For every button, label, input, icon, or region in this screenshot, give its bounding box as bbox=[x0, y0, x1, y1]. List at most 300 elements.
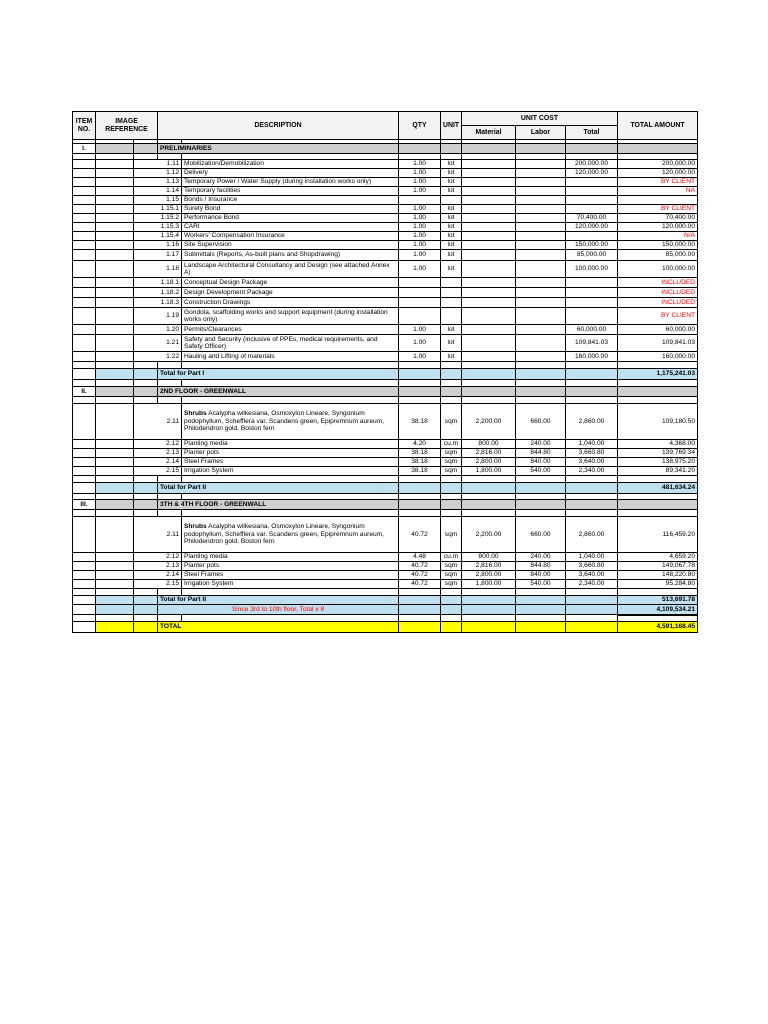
line-item-number: 1.12 bbox=[134, 169, 182, 178]
spacer-row bbox=[73, 615, 698, 622]
empty-cell bbox=[441, 387, 462, 397]
line-item-unit-total: 1,040.00 bbox=[566, 553, 618, 562]
empty-cell bbox=[462, 589, 516, 596]
empty-cell bbox=[96, 596, 134, 605]
line-item-material bbox=[462, 335, 516, 352]
line-item-unit-total: 60,000.00 bbox=[566, 325, 618, 335]
empty-cell bbox=[462, 387, 516, 397]
line-item-material bbox=[462, 261, 516, 278]
empty-cell bbox=[96, 517, 134, 553]
line-item-qty: 40.72 bbox=[399, 571, 441, 580]
part-total-value: 481,634.24 bbox=[618, 483, 698, 494]
line-item-unit-total bbox=[566, 205, 618, 214]
line-item-qty: 1.00 bbox=[399, 261, 441, 278]
line-item-row bbox=[73, 223, 698, 232]
line-item-number: 1.15.2 bbox=[134, 214, 182, 223]
line-item-description: Delivery bbox=[182, 169, 399, 178]
empty-cell bbox=[134, 605, 158, 615]
line-item-unit: lot bbox=[441, 261, 462, 278]
line-item-qty: 38.18 bbox=[399, 467, 441, 476]
part-total-row bbox=[73, 369, 698, 380]
line-item-description: Planter pots bbox=[182, 562, 399, 571]
empty-cell bbox=[462, 380, 516, 387]
empty-cell bbox=[516, 369, 566, 380]
line-item-unit: lot bbox=[441, 187, 462, 196]
line-item-unit-total: 3,640.00 bbox=[566, 458, 618, 467]
header-description: DESCRIPTION bbox=[158, 112, 399, 140]
empty-cell bbox=[516, 483, 566, 494]
line-item-qty: 1.00 bbox=[399, 250, 441, 261]
line-item-unit-total: 100,000.00 bbox=[566, 261, 618, 278]
line-item-labor: 844.80 bbox=[516, 562, 566, 571]
empty-cell bbox=[566, 369, 618, 380]
line-item-qty: 1.00 bbox=[399, 160, 441, 169]
empty-cell bbox=[96, 298, 134, 308]
empty-cell bbox=[73, 250, 96, 261]
empty-cell bbox=[96, 467, 134, 476]
line-item-amount: N/A bbox=[618, 232, 698, 241]
line-item-unit: lot bbox=[441, 241, 462, 250]
line-item-unit: lot bbox=[441, 214, 462, 223]
line-item-description: Planting media bbox=[182, 440, 399, 449]
empty-cell bbox=[73, 335, 96, 352]
empty-cell bbox=[73, 223, 96, 232]
line-item-qty: 40.72 bbox=[399, 517, 441, 553]
empty-cell bbox=[96, 352, 134, 362]
empty-cell bbox=[618, 380, 698, 387]
line-item-labor bbox=[516, 241, 566, 250]
empty-cell bbox=[73, 380, 96, 387]
line-item-row bbox=[73, 325, 698, 335]
empty-cell bbox=[73, 261, 96, 278]
line-item-qty: 1.00 bbox=[399, 232, 441, 241]
line-item-description: Safety and Security (inclusive of PPEs, medical requirements, and Safety Officer) bbox=[182, 335, 399, 352]
empty-cell bbox=[566, 380, 618, 387]
line-item-row bbox=[73, 214, 698, 223]
line-item-unit-total: 1,040.00 bbox=[566, 440, 618, 449]
line-item-qty: 1.00 bbox=[399, 223, 441, 232]
line-item-row bbox=[73, 288, 698, 298]
line-item-labor bbox=[516, 261, 566, 278]
line-item-number: 1.22 bbox=[134, 352, 182, 362]
line-item-unit: sqm bbox=[441, 458, 462, 467]
spacer-row bbox=[73, 589, 698, 596]
line-item-description: Design Development Package bbox=[182, 288, 399, 298]
empty-cell bbox=[182, 397, 399, 404]
line-item-unit: lot bbox=[441, 232, 462, 241]
empty-cell bbox=[73, 510, 96, 517]
empty-cell bbox=[516, 605, 566, 615]
empty-cell bbox=[618, 615, 698, 622]
line-item-row bbox=[73, 580, 698, 589]
line-item-description: Bonds / Insurance bbox=[182, 196, 399, 205]
empty-cell bbox=[462, 397, 516, 404]
line-item-qty: 1.00 bbox=[399, 205, 441, 214]
empty-cell bbox=[399, 380, 441, 387]
line-item-number: 1.17 bbox=[134, 250, 182, 261]
line-item-description: Planter pots bbox=[182, 449, 399, 458]
empty-cell bbox=[134, 615, 158, 622]
empty-cell bbox=[516, 615, 566, 622]
line-item-row bbox=[73, 232, 698, 241]
empty-cell bbox=[73, 517, 96, 553]
line-item-qty: 1.00 bbox=[399, 169, 441, 178]
empty-cell bbox=[618, 476, 698, 483]
cost-estimate-table bbox=[72, 111, 698, 633]
empty-cell bbox=[96, 232, 134, 241]
empty-cell bbox=[441, 483, 462, 494]
line-item-unit bbox=[441, 288, 462, 298]
empty-cell bbox=[441, 144, 462, 154]
line-item-material bbox=[462, 169, 516, 178]
empty-cell bbox=[182, 476, 399, 483]
line-item-amount: 85,000.00 bbox=[618, 250, 698, 261]
line-item-row bbox=[73, 250, 698, 261]
header-image-reference: IMAGE REFERENCE bbox=[96, 112, 158, 140]
line-item-amount: 116,459.20 bbox=[618, 517, 698, 553]
empty-cell bbox=[566, 476, 618, 483]
empty-cell bbox=[73, 232, 96, 241]
header-unit: UNIT bbox=[441, 112, 462, 140]
empty-cell bbox=[441, 510, 462, 517]
section-header-row bbox=[73, 500, 698, 510]
empty-cell bbox=[134, 362, 158, 369]
empty-cell bbox=[566, 144, 618, 154]
line-item-unit: cu.m bbox=[441, 440, 462, 449]
line-item-amount: 89,341.20 bbox=[618, 467, 698, 476]
empty-cell bbox=[182, 615, 399, 622]
part-total-label: Total for Part II bbox=[158, 596, 399, 605]
empty-cell bbox=[73, 622, 96, 633]
header-labor: Labor bbox=[516, 126, 566, 140]
grand-total-row bbox=[73, 622, 698, 633]
line-item-number: 1.11 bbox=[134, 160, 182, 169]
empty-cell bbox=[73, 196, 96, 205]
line-item-unit-total: 3,660.80 bbox=[566, 562, 618, 571]
line-item-labor bbox=[516, 214, 566, 223]
empty-cell bbox=[462, 605, 516, 615]
empty-cell bbox=[516, 387, 566, 397]
line-item-unit-total bbox=[566, 178, 618, 187]
empty-cell bbox=[399, 387, 441, 397]
section-title: 3TH & 4TH FLOOR - GREENWALL bbox=[158, 500, 399, 510]
empty-cell bbox=[73, 214, 96, 223]
empty-cell bbox=[73, 589, 96, 596]
empty-cell bbox=[399, 500, 441, 510]
line-item-unit: lot bbox=[441, 352, 462, 362]
empty-cell bbox=[96, 500, 134, 510]
line-item-material: 2,800.00 bbox=[462, 571, 516, 580]
line-item-row bbox=[73, 335, 698, 352]
empty-cell bbox=[96, 397, 134, 404]
empty-cell bbox=[96, 288, 134, 298]
line-item-amount: 120,000.00 bbox=[618, 223, 698, 232]
line-item-description: Site Supervision bbox=[182, 241, 399, 250]
line-item-unit-total: 120,000.00 bbox=[566, 223, 618, 232]
empty-cell bbox=[96, 589, 134, 596]
empty-cell bbox=[73, 352, 96, 362]
line-item-unit: lot bbox=[441, 223, 462, 232]
spacer-row bbox=[73, 362, 698, 369]
empty-cell bbox=[96, 440, 134, 449]
line-item-description: Steel Frames bbox=[182, 458, 399, 467]
empty-cell bbox=[566, 589, 618, 596]
empty-cell bbox=[134, 397, 158, 404]
line-item-amount: 150,000.00 bbox=[618, 241, 698, 250]
line-item-labor: 840.00 bbox=[516, 571, 566, 580]
empty-cell bbox=[96, 278, 134, 288]
line-item-description: Landscape Architectural Consultancy and Design (see attached Annex A) bbox=[182, 261, 399, 278]
line-item-unit-total bbox=[566, 288, 618, 298]
empty-cell bbox=[566, 362, 618, 369]
empty-cell bbox=[134, 483, 158, 494]
empty-cell bbox=[516, 589, 566, 596]
empty-cell bbox=[618, 362, 698, 369]
line-item-description: Permits/Clearances bbox=[182, 325, 399, 335]
line-item-unit bbox=[441, 308, 462, 325]
line-item-material bbox=[462, 288, 516, 298]
line-item-amount: 60,000.00 bbox=[618, 325, 698, 335]
empty-cell bbox=[96, 369, 134, 380]
empty-cell bbox=[96, 449, 134, 458]
line-item-labor bbox=[516, 250, 566, 261]
line-item-description: Surety Bond bbox=[182, 205, 399, 214]
empty-cell bbox=[96, 483, 134, 494]
line-item-unit-total bbox=[566, 278, 618, 288]
empty-cell bbox=[96, 160, 134, 169]
line-item-row bbox=[73, 241, 698, 250]
empty-cell bbox=[73, 483, 96, 494]
line-item-labor: 540.00 bbox=[516, 467, 566, 476]
empty-cell bbox=[96, 562, 134, 571]
line-item-material bbox=[462, 205, 516, 214]
line-item-row bbox=[73, 440, 698, 449]
line-item-number: 1.20 bbox=[134, 325, 182, 335]
empty-cell bbox=[73, 596, 96, 605]
line-item-unit-total bbox=[566, 187, 618, 196]
section-header-row bbox=[73, 387, 698, 397]
empty-cell bbox=[134, 369, 158, 380]
line-item-row bbox=[73, 562, 698, 571]
line-item-labor: 240.00 bbox=[516, 440, 566, 449]
line-item-row bbox=[73, 298, 698, 308]
line-item-qty: 38.18 bbox=[399, 404, 441, 440]
line-item-amount: 138,975.20 bbox=[618, 458, 698, 467]
line-item-material: 2,200.00 bbox=[462, 517, 516, 553]
empty-cell bbox=[158, 380, 182, 387]
line-item-qty: 38.18 bbox=[399, 458, 441, 467]
empty-cell bbox=[73, 169, 96, 178]
section-header-row bbox=[73, 144, 698, 154]
empty-cell bbox=[96, 553, 134, 562]
empty-cell bbox=[441, 615, 462, 622]
part-total-value: 513,691.78 bbox=[618, 596, 698, 605]
empty-cell bbox=[73, 278, 96, 288]
line-item-unit: sqm bbox=[441, 517, 462, 553]
line-item-description bbox=[182, 517, 399, 553]
line-item-material bbox=[462, 250, 516, 261]
header-total-amount: TOTAL AMOUNT bbox=[618, 112, 698, 140]
line-item-material bbox=[462, 196, 516, 205]
empty-cell bbox=[73, 205, 96, 214]
line-item-unit: sqm bbox=[441, 449, 462, 458]
empty-cell bbox=[158, 589, 182, 596]
empty-cell bbox=[96, 510, 134, 517]
line-item-description: Performance Bond bbox=[182, 214, 399, 223]
empty-cell bbox=[158, 476, 182, 483]
empty-cell bbox=[73, 615, 96, 622]
line-item-qty: 4.48 bbox=[399, 553, 441, 562]
line-item-labor bbox=[516, 223, 566, 232]
line-item-number: 1.15.1 bbox=[134, 205, 182, 214]
line-item-unit-total: 200,000.00 bbox=[566, 160, 618, 169]
line-item-amount: 120,000.00 bbox=[618, 169, 698, 178]
line-item-labor bbox=[516, 169, 566, 178]
line-item-number: 2.14 bbox=[134, 458, 182, 467]
empty-cell bbox=[182, 589, 399, 596]
line-item-row bbox=[73, 449, 698, 458]
line-item-unit-total: 2,860.00 bbox=[566, 517, 618, 553]
empty-cell bbox=[96, 196, 134, 205]
empty-cell bbox=[441, 476, 462, 483]
spacer-row bbox=[73, 476, 698, 483]
line-item-unit: sqm bbox=[441, 571, 462, 580]
line-item-row bbox=[73, 352, 698, 362]
line-item-number: 2.15 bbox=[134, 580, 182, 589]
line-item-labor: 240.00 bbox=[516, 553, 566, 562]
empty-cell bbox=[566, 500, 618, 510]
line-item-qty bbox=[399, 298, 441, 308]
line-item-description: Irrigation System bbox=[182, 580, 399, 589]
line-item-unit: sqm bbox=[441, 467, 462, 476]
part-total-value: 1,175,241.03 bbox=[618, 369, 698, 380]
line-item-material bbox=[462, 187, 516, 196]
line-item-row bbox=[73, 467, 698, 476]
line-item-amount: 100,000.00 bbox=[618, 261, 698, 278]
line-item-description: Steel Frames bbox=[182, 571, 399, 580]
empty-cell bbox=[441, 362, 462, 369]
empty-cell bbox=[566, 596, 618, 605]
empty-cell bbox=[399, 476, 441, 483]
line-item-qty: 1.00 bbox=[399, 241, 441, 250]
line-item-qty bbox=[399, 288, 441, 298]
line-item-material bbox=[462, 352, 516, 362]
line-item-unit: lot bbox=[441, 160, 462, 169]
line-item-unit: lot bbox=[441, 178, 462, 187]
empty-cell bbox=[399, 605, 441, 615]
empty-cell bbox=[516, 362, 566, 369]
empty-cell bbox=[182, 380, 399, 387]
line-item-unit-total: 2,860.00 bbox=[566, 404, 618, 440]
line-item-qty: 38.18 bbox=[399, 449, 441, 458]
empty-cell bbox=[566, 615, 618, 622]
empty-cell bbox=[134, 622, 158, 633]
empty-cell bbox=[134, 596, 158, 605]
line-item-qty: 40.72 bbox=[399, 580, 441, 589]
empty-cell bbox=[158, 397, 182, 404]
empty-cell bbox=[441, 397, 462, 404]
header-material: Material bbox=[462, 126, 516, 140]
empty-cell bbox=[96, 362, 134, 369]
line-item-labor: 540.00 bbox=[516, 580, 566, 589]
empty-cell bbox=[96, 214, 134, 223]
empty-cell bbox=[134, 476, 158, 483]
line-item-amount: NA bbox=[618, 187, 698, 196]
empty-cell bbox=[399, 622, 441, 633]
empty-cell bbox=[96, 380, 134, 387]
empty-cell bbox=[96, 615, 134, 622]
line-item-number: 1.18 bbox=[134, 261, 182, 278]
empty-cell bbox=[73, 308, 96, 325]
line-item-row bbox=[73, 178, 698, 187]
line-item-number: 1.18.2 bbox=[134, 288, 182, 298]
line-item-amount: 4,368.00 bbox=[618, 440, 698, 449]
empty-cell bbox=[516, 476, 566, 483]
line-item-unit-total: 160,000.00 bbox=[566, 352, 618, 362]
line-item-material bbox=[462, 241, 516, 250]
line-item-material bbox=[462, 298, 516, 308]
empty-cell bbox=[73, 562, 96, 571]
line-item-description: Workers' Compensation Insurance bbox=[182, 232, 399, 241]
line-item-qty: 40.72 bbox=[399, 562, 441, 571]
empty-cell bbox=[96, 335, 134, 352]
empty-cell bbox=[399, 510, 441, 517]
empty-cell bbox=[566, 397, 618, 404]
empty-cell bbox=[399, 369, 441, 380]
line-item-unit-total: 120,000.00 bbox=[566, 169, 618, 178]
line-item-labor: 660.00 bbox=[516, 404, 566, 440]
empty-cell bbox=[96, 571, 134, 580]
empty-cell bbox=[158, 615, 182, 622]
line-item-labor bbox=[516, 232, 566, 241]
line-item-labor bbox=[516, 205, 566, 214]
line-item-unit: sqm bbox=[441, 404, 462, 440]
line-item-unit: sqm bbox=[441, 580, 462, 589]
empty-cell bbox=[96, 458, 134, 467]
line-item-description: Mobilization/Demobilization bbox=[182, 160, 399, 169]
line-item-qty bbox=[399, 196, 441, 205]
line-item-material: 800.00 bbox=[462, 553, 516, 562]
empty-cell bbox=[73, 571, 96, 580]
empty-cell bbox=[399, 397, 441, 404]
empty-cell bbox=[73, 369, 96, 380]
line-item-number: 1.15.4 bbox=[134, 232, 182, 241]
empty-cell bbox=[73, 288, 96, 298]
line-item-description: CARI bbox=[182, 223, 399, 232]
line-item-row bbox=[73, 308, 698, 325]
line-item-labor: 840.00 bbox=[516, 458, 566, 467]
empty-cell bbox=[462, 476, 516, 483]
shrubs-row bbox=[73, 404, 698, 440]
line-item-unit-total: 2,340.00 bbox=[566, 580, 618, 589]
table-header bbox=[73, 112, 698, 140]
line-item-amount: 149,067.78 bbox=[618, 562, 698, 571]
line-item-amount: 109,841.03 bbox=[618, 335, 698, 352]
line-item-description: Construction Drawings bbox=[182, 298, 399, 308]
empty-cell bbox=[96, 261, 134, 278]
line-item-labor bbox=[516, 196, 566, 205]
line-item-number: 1.14 bbox=[134, 187, 182, 196]
empty-cell bbox=[462, 510, 516, 517]
line-item-material bbox=[462, 214, 516, 223]
part-total-label: Total for Part I bbox=[158, 369, 399, 380]
line-item-unit-total bbox=[566, 298, 618, 308]
shrubs-label: Shrubs bbox=[184, 523, 207, 531]
empty-cell bbox=[618, 500, 698, 510]
empty-cell bbox=[441, 500, 462, 510]
line-item-description: Hauling and Lifting of materials bbox=[182, 352, 399, 362]
spacer-row bbox=[73, 380, 698, 387]
